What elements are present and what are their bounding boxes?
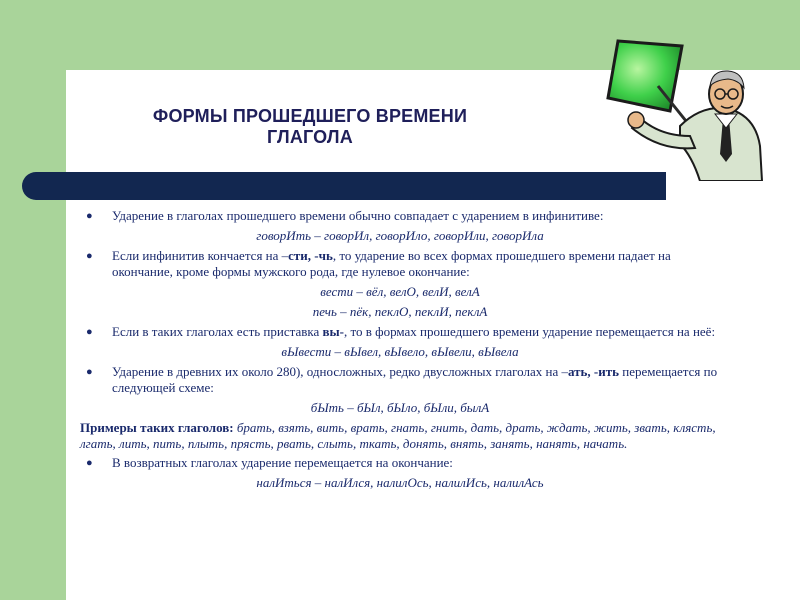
slide-content	[80, 208, 720, 495]
bullet-icon: ●	[86, 210, 93, 222]
green-left-strip	[0, 0, 66, 600]
example-1: говорИть – говорИл, говорИло, говорИли, говорИла	[256, 228, 544, 243]
bullet-icon: ●	[86, 366, 93, 378]
point-1-text: Ударение в глаголах прошедшего времени обычно совпадает с ударением в инфинитиве:	[112, 208, 604, 223]
bullet-icon: ●	[86, 250, 93, 262]
example-3: вЫвести – вЫвел, вЫвело, вЫвели, вЫвела	[281, 344, 519, 359]
list-item	[80, 364, 720, 396]
list-item	[80, 208, 720, 224]
teacher-clipart-icon	[600, 36, 775, 181]
example-2b: печь – пёк, пеклО, пеклИ, пеклА	[312, 304, 488, 319]
point-3-post: , то в формах прошедшего времени ударение перемещается на неё:	[344, 324, 716, 339]
slide-title-line2: ГЛАГОЛА	[267, 127, 353, 147]
example-5: налИться – налИлся, налилОсь, налилИсь, налилАсь	[256, 475, 544, 490]
point-3-bold: вы-	[322, 324, 344, 339]
examples-paragraph	[80, 420, 720, 452]
slide-title-line1: ФОРМЫ ПРОШЕДШЕГО ВРЕМЕНИ	[152, 106, 468, 126]
examples-label: Примеры таких глаголов:	[80, 420, 234, 435]
point-2-bold: сти, -чь	[288, 248, 333, 263]
point-2-post: , то ударение во всех формах прошедшего времени падает на окончание, кроме формы мужского рода, где нулевое окончание:	[112, 248, 671, 279]
navy-divider-bar	[22, 172, 666, 200]
examples-list: брать, взять, вить, врать, гнать, гнить, дать, драть, ждать, жить, звать, клясть, лгать, лить, пить, плыть, прясть, рвать, слыть, ткать, донять, внять, занять, нанять, начать.	[80, 420, 716, 451]
list-item	[80, 455, 720, 471]
bullet-icon: ●	[86, 326, 93, 338]
slide-title	[110, 106, 510, 148]
point-4-post: перемещается по следующей схеме:	[112, 364, 718, 395]
list-item	[80, 248, 720, 280]
point-3-pre: Если в таких глаголах есть приставка	[112, 324, 323, 339]
example-4: бЫть – бЫл, бЫло, бЫли, былА	[310, 400, 490, 415]
point-4-bold: ать, -ить	[567, 364, 619, 379]
point-4-pre: Ударение в древних их около 280), односложных, редко двусложных глаголах на –	[112, 364, 568, 379]
point-2-pre: Если инфинитив кончается на –	[112, 248, 289, 263]
point-5-text: В возвратных глаголах ударение перемещается на окончание:	[112, 455, 453, 470]
example-2a: вести – вёл, велО, велИ, велА	[320, 284, 480, 299]
bullet-icon: ●	[86, 457, 93, 469]
list-item	[80, 324, 720, 340]
